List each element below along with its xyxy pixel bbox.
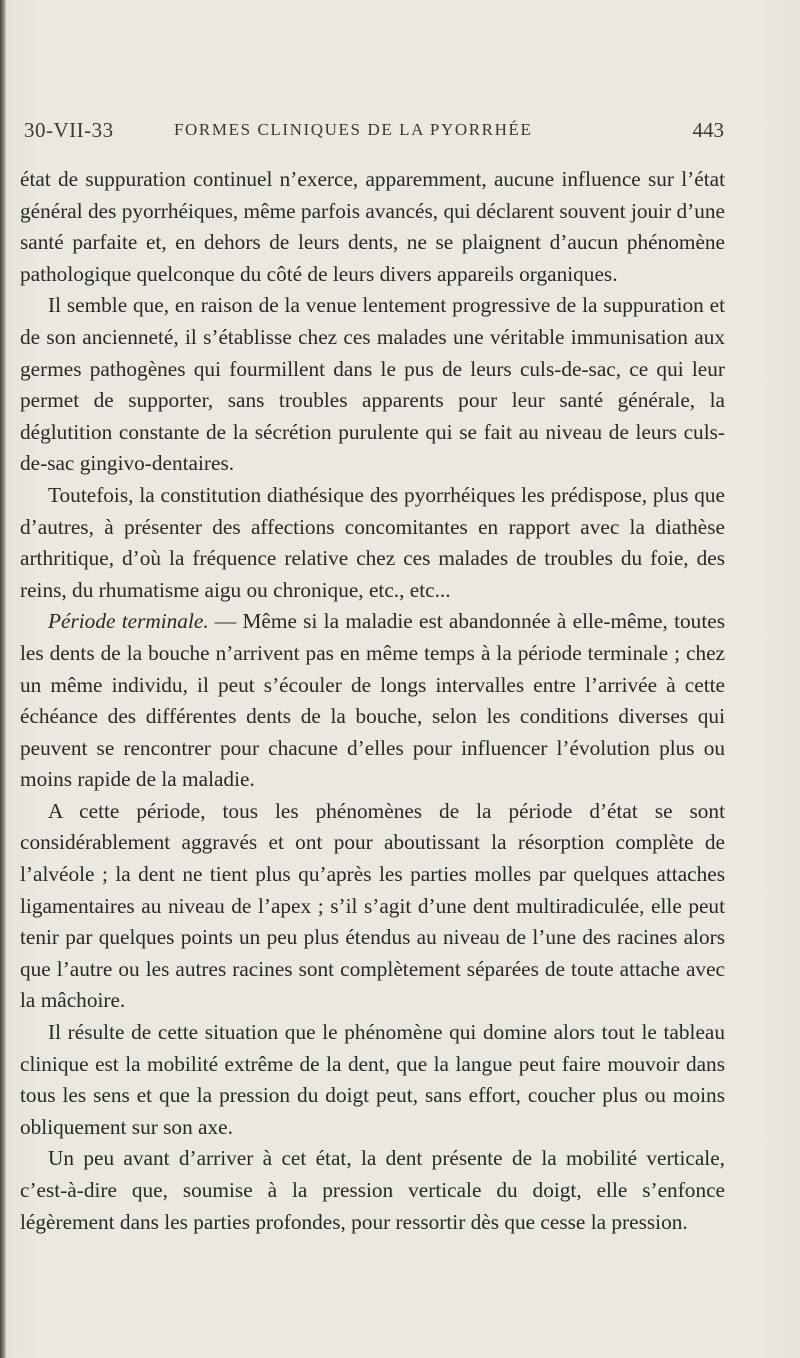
paragraph-3-text: Toutefois, la constitution diathésique des pyorrhéiques les prédispose, plus que d’autres, à présenter des affections concomitantes en rapport avec la diathèse arthritique, d’où la fréquence relative chez ces malades de troubles du foie, des reins, du rhumatisme aigu ou chronique, etc., etc... — [20, 482, 725, 602]
page-number: 443 — [692, 118, 724, 142]
body-text — [20, 164, 725, 1238]
book-spine-shadow — [0, 0, 6, 1358]
section-heading-periode-terminale: Période terminale. — [48, 609, 209, 634]
paragraph-4-text: — Même si la maladie est abandonnée à elle-même, toutes les dents de la bouche n’arrivent pas en même temps à la période terminale ; chez un même individu, il peut s’écouler de longs intervalles entre l’arrivée à cette échéance des différentes dents de la bouche, selon les conditions diverses qui peuvent se rencontrer pour chacune d’elles pour influencer l’évolution plus ou moins rapide de la maladie. — [20, 609, 725, 792]
header-title: FORMES CLINIQUES DE LA PYORRHÉE — [174, 120, 533, 139]
paragraph-6-text: Il résulte de cette situation que le phénomène qui domine alors tout le tableau clinique est la mobilité extrême de la dent, que la langue peut faire mouvoir dans tous les sens et que la pression du doigt peut, sans effort, coucher plus ou moins obliquement sur son axe. — [20, 1020, 725, 1139]
running-header — [24, 118, 724, 148]
paragraph-6 — [20, 1017, 725, 1143]
paragraph-2-text: Il semble que, en raison de la venue lentement progressive de la suppuration et de son ancienneté, il s’établisse chez ces malades une véritable immunisation aux germes pathogènes qui fourmillent dans le pus de leurs culs-de-sac, ce qui leur permet de supporter, sans troubles apparents pour leur santé générale, la déglutition constante de la sécrétion purulente qui se fait au niveau de leurs culs-de-sac gingivo-dentaires. — [20, 293, 725, 476]
paragraph-4 — [20, 606, 725, 796]
header-date: 30-VII-33 — [24, 118, 114, 142]
paragraph-7-text: Un peu avant d’arriver à cet état, la dent présente de la mobilité verticale, c’est-à-dire que, soumise à la pression verticale du doigt, elle s’enfonce légèrement dans les parties profondes, pour ressortir dès que cesse la pression. — [20, 1146, 725, 1234]
paragraph-3 — [20, 480, 725, 606]
paragraph-1 — [20, 164, 725, 290]
paragraph-1-text: état de suppuration continuel n’exerce, apparemment, aucune influence sur l’état général des pyorrhéiques, même parfois avancés, qui déclarent souvent jouir d’une santé parfaite et, en dehors de leurs dents, ne se plaignent d’aucun phénomène pathologique quelconque du côté de leurs divers appareils organiques. — [20, 167, 725, 286]
paragraph-5 — [20, 796, 725, 1017]
paragraph-2 — [20, 290, 725, 480]
paragraph-5-text: A cette période, tous les phénomènes de la période d’état se sont considérablement aggravés et ont pour aboutissant la résorption complète de l’alvéole ; la dent ne tient plus qu’après les parties molles par quelques attaches ligamentaires au niveau de l’apex ; s’il s’agit d’une dent multiradiculée, elle peut tenir par quelques points un peu plus étendus au niveau de l’une des racines alors que l’autre ou les autres racines sont complètement séparées de toute attache avec la mâchoire. — [20, 798, 725, 1013]
paragraph-7 — [20, 1143, 725, 1238]
